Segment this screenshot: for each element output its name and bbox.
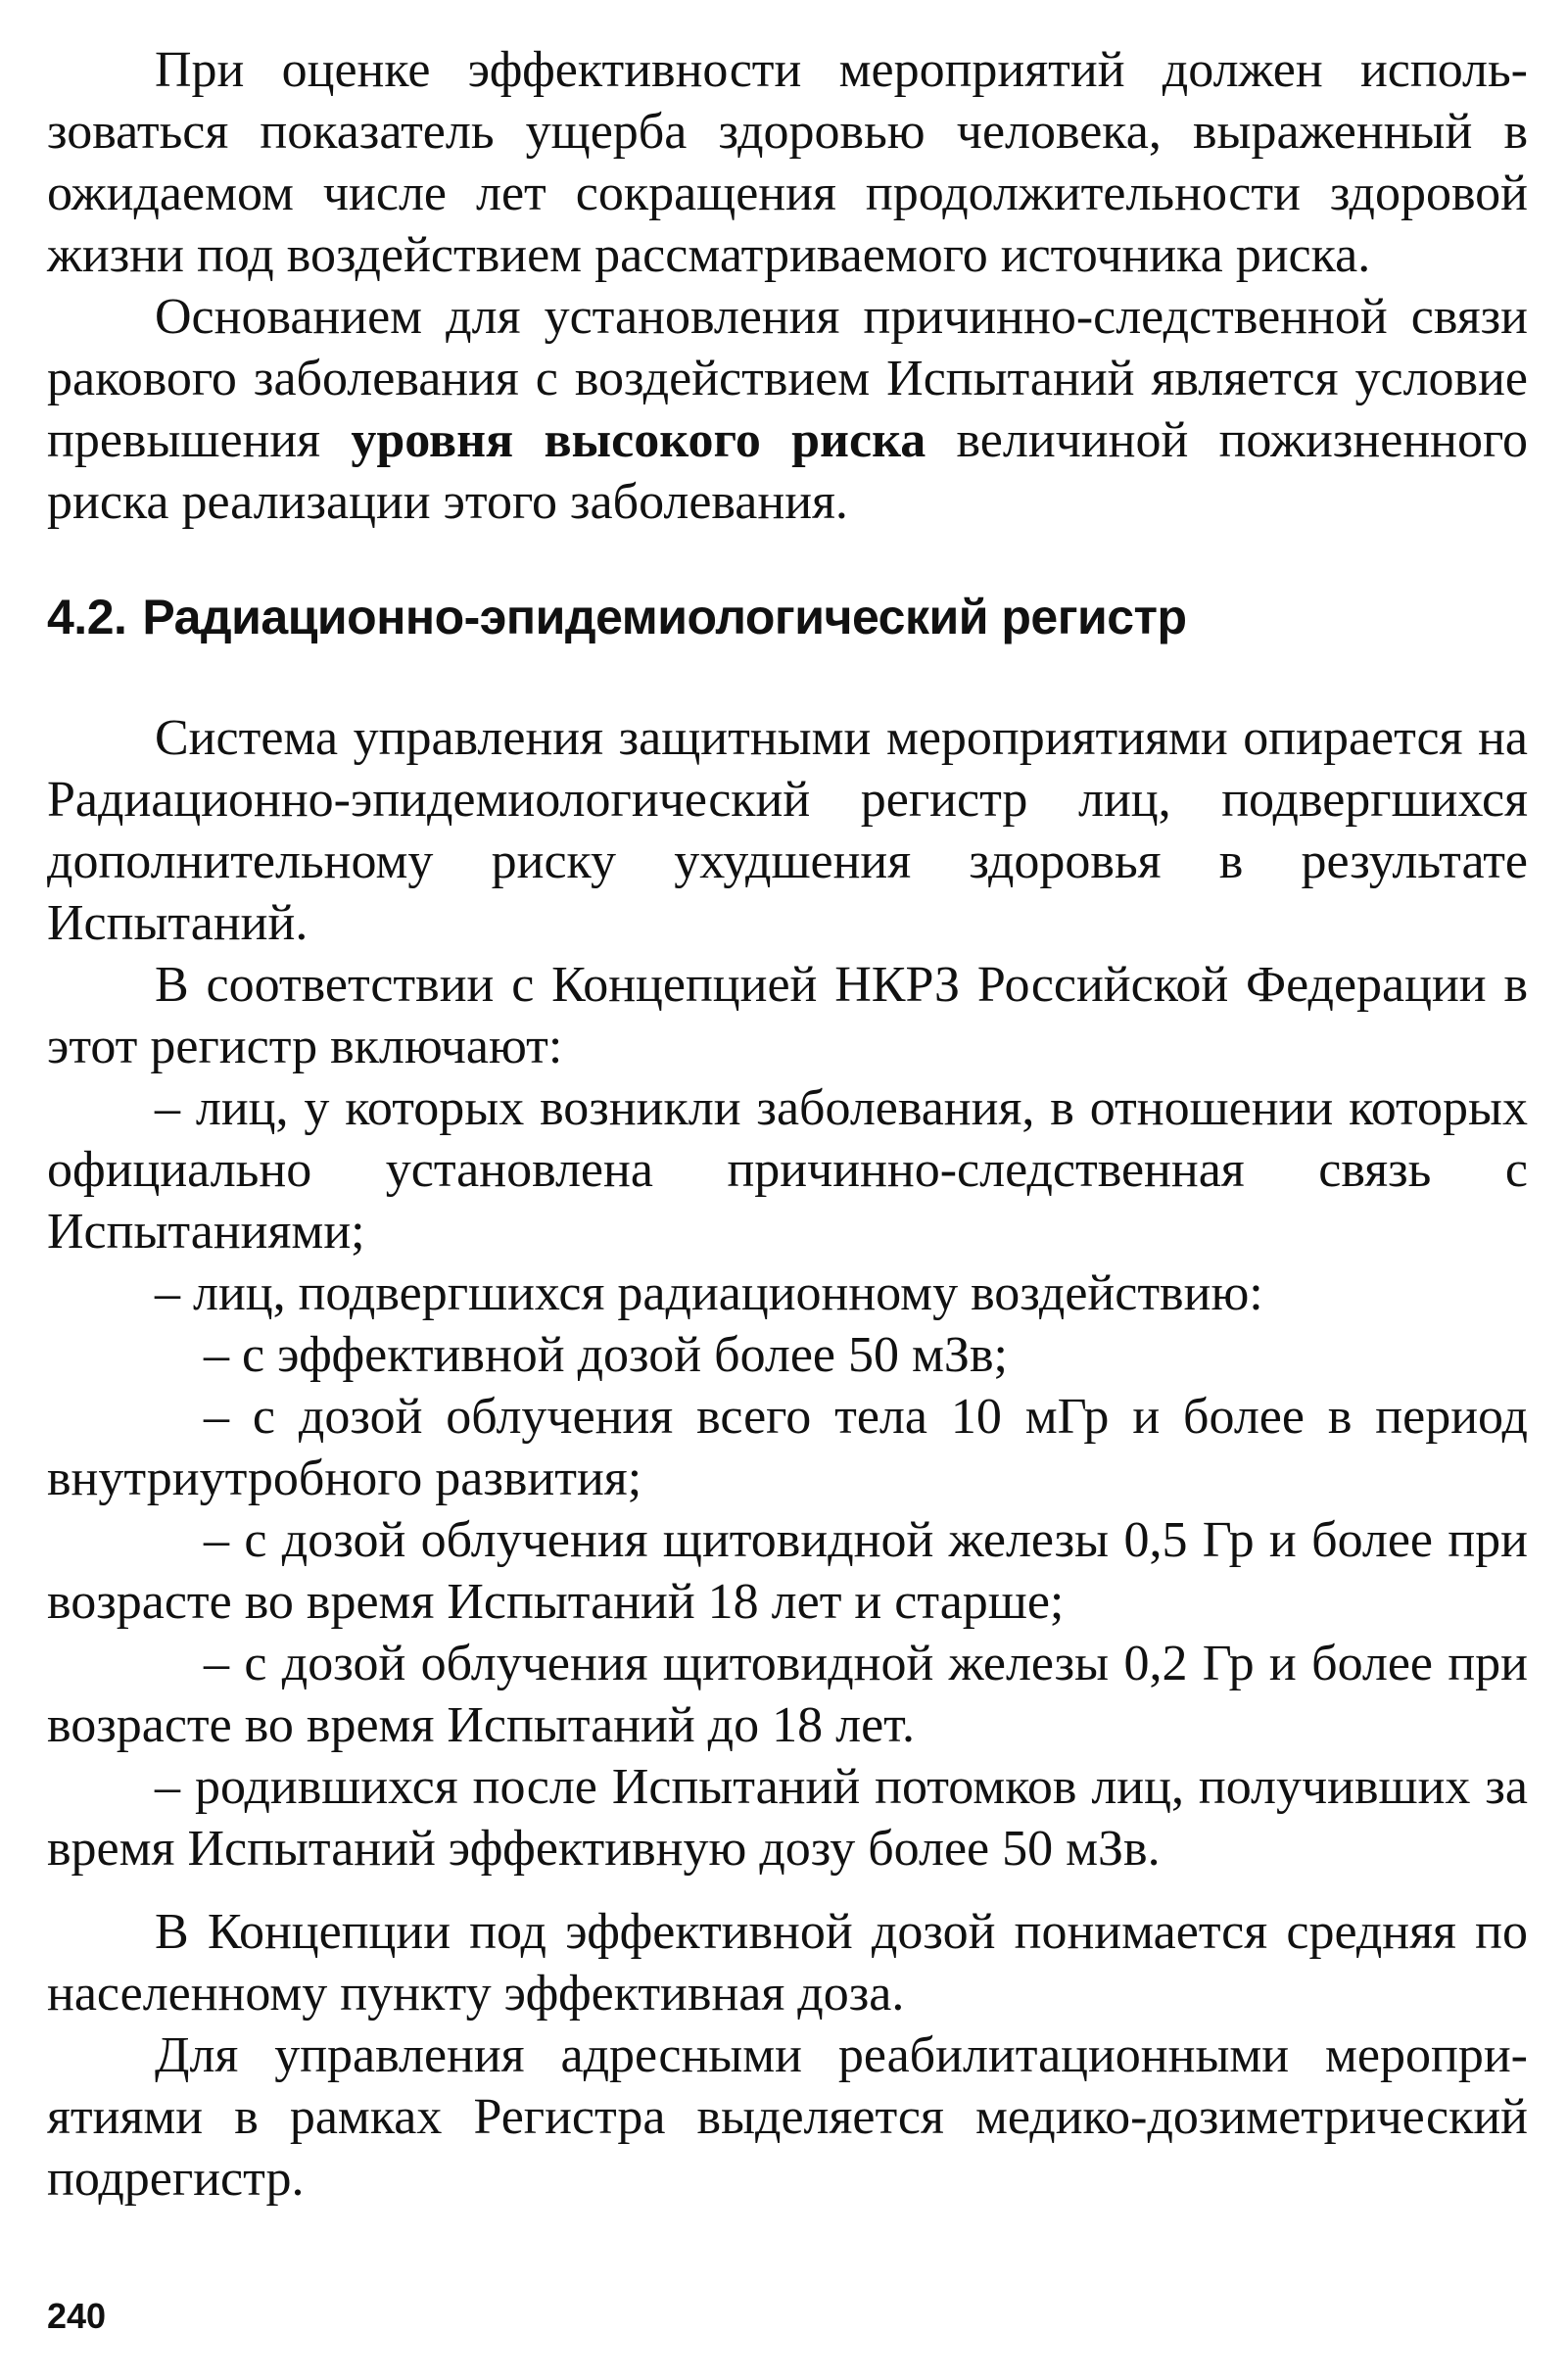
paragraph-subregistry: Для управления адресными реабилитационными мероприятиями в рамках Регистра выделяется медико-дозиметрический подрегистр. (47, 2027, 1528, 2207)
paragraph-causal-link (47, 286, 1528, 533)
section-number: 4.2. (47, 590, 127, 644)
sub-item-thyroid-adult: – с дозой облучения щитовидной железы 0,5 Гр и более при возрасте во время Испытаний 18 лет и старше; (47, 1512, 1528, 1630)
list-item-diseases: – лиц, у которых возникли заболевания, в отношении которых официально установлена причинно-следственная связь с Испытаниями; (47, 1080, 1528, 1260)
paragraph-concept-inclusion: В соответствии с Концепцией НКРЗ Российской Федерации в этот регистр включают: (47, 957, 1528, 1074)
paragraph-causal-link-start: Основанием для установления причинно-следственной связи ракового заболевания с воздействием Испытаний является условие превышения (47, 289, 1528, 468)
paragraph-effective-dose-definition: В Концепции под эффективной дозой понимается средняя по населенному пункту эффективная доза. (47, 1904, 1528, 2022)
document-page (47, 39, 1528, 2210)
sub-item-thyroid-child: – с дозой облучения щитовидной железы 0,2 Гр и более при возрасте во время Испытаний до 18 лет. (47, 1636, 1528, 1753)
paragraph-damage-indicator: При оценке эффективности мероприятий должен использоваться показатель ущерба здоровью человека, выраженный в ожидаемом числе лет сокращения продолжительности здоровой жизни под воздействием рассматриваемого источника риска. (47, 42, 1528, 283)
paragraph-registry-system: Система управления защитными мероприятиями опирается на Радиационно-эпидемиологический регистр лиц, подвергшихся дополнительному риску ухудшения здоровья в результате Испытаний. (47, 710, 1528, 951)
sub-item-prenatal-dose: – с дозой облучения всего тела 10 мГр и более в период внутриутробного развития; (47, 1389, 1528, 1506)
section-title: Радиационно-эпидемиологический регистр (142, 590, 1187, 644)
page-number: 240 (47, 2296, 107, 2336)
list-item-descendants: – родившихся после Испытаний потомков лиц, получивших за время Испытаний эффективную дозу более 50 мЗв. (47, 1759, 1528, 1877)
section-heading (47, 588, 1528, 646)
sub-item-effective-dose: – с эффективной дозой более 50 мЗв; (204, 1327, 1008, 1383)
high-risk-level-term: уровня высокого риска (351, 412, 926, 468)
list-item-exposed: – лиц, подвергшихся радиационному воздействию: (155, 1265, 1263, 1321)
paragraph-causal-link-end: величиной пожизненного риска реализации этого заболевания. (47, 412, 1529, 530)
